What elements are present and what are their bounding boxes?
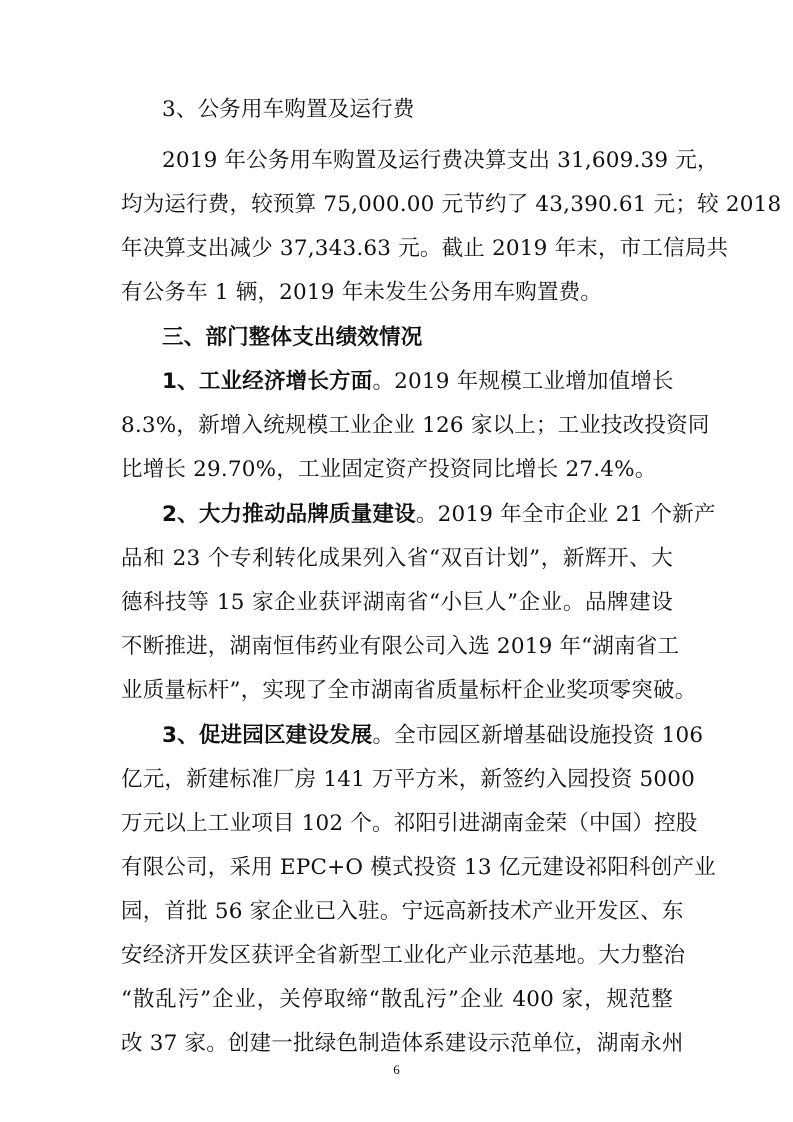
paragraph-line: 均为运行费，较预算 75,000.00 元节约了 43,390.61 元；较 2018 [121, 192, 782, 217]
paragraph-line: “散乱污”企业，关停取缔“散乱污”企业 400 家，规范整 [121, 987, 673, 1012]
paragraph-line: 改 37 家。创建一批绿色制造体系建设示范单位，湖南永州 [121, 1031, 684, 1056]
section-heading-vehicle-cost: 3、公务用车购置及运行费 [162, 97, 415, 122]
paragraph-line: 不断推进，湖南恒伟药业有限公司入选 2019 年“湖南省工 [121, 634, 680, 659]
paragraph-line: 安经济开发区获评全省新型工业化产业示范基地。大力整治 [121, 943, 686, 968]
paragraph-line: 品和 23 个专利转化成果列入省“双百计划”，新辉开、大 [121, 546, 673, 571]
paragraph-line: 2019 年公务用车购置及运行费决算支出 31,609.39 元， [162, 148, 719, 173]
paragraph-line-item-3 [162, 722, 704, 750]
item-2-heading: 2、大力推动品牌质量建设 [162, 502, 416, 527]
paragraph-line: 比增长 29.70%，工业固定资产投资同比增长 27.4%。 [121, 457, 657, 482]
paragraph-line: 有限公司，采用 EPC+O 模式投资 13 亿元建设祁阳科创产业 [121, 855, 716, 880]
paragraph-line: 有公务车 1 辆，2019 年未发生公务用车购置费。 [121, 280, 603, 305]
paragraph-line: 德科技等 15 家企业获评湖南省“小巨人”企业。品牌建设 [121, 590, 673, 615]
item-1-heading: 1、工业经济增长方面 [162, 369, 373, 394]
paragraph-line: 园，首批 56 家企业已入驻。宁远高新技术产业开发区、东 [121, 899, 684, 924]
item-1-text: 。2019 年规模工业增加值增长 [372, 369, 674, 394]
item-3-text: 。全市园区新增基础设施投资 106 [372, 723, 704, 748]
paragraph-line: 8.3%，新增入统规模工业企业 126 家以上；工业技改投资同 [121, 413, 710, 438]
section-heading-performance: 三、部门整体支出绩效情况 [162, 325, 423, 350]
paragraph-line-item-2 [162, 501, 716, 529]
page-number: 6 [393, 1062, 400, 1077]
paragraph-line: 年决算支出减少 37,343.63 元。截止 2019 年末，市工信局共 [121, 236, 729, 261]
paragraph-line-item-1 [162, 368, 673, 396]
item-3-heading: 3、促进园区建设发展 [162, 723, 373, 748]
item-2-text: 。2019 年全市企业 21 个新产 [415, 502, 716, 527]
paragraph-line: 业质量标杆”，实现了全市湖南省质量标杆企业奖项零突破。 [121, 678, 697, 703]
paragraph-line: 万元以上工业项目 102 个。祁阳引进湖南金荣（中国）控股 [121, 811, 698, 836]
paragraph-line: 亿元，新建标准厂房 141 万平方米，新签约入园投资 5000 [121, 767, 695, 792]
